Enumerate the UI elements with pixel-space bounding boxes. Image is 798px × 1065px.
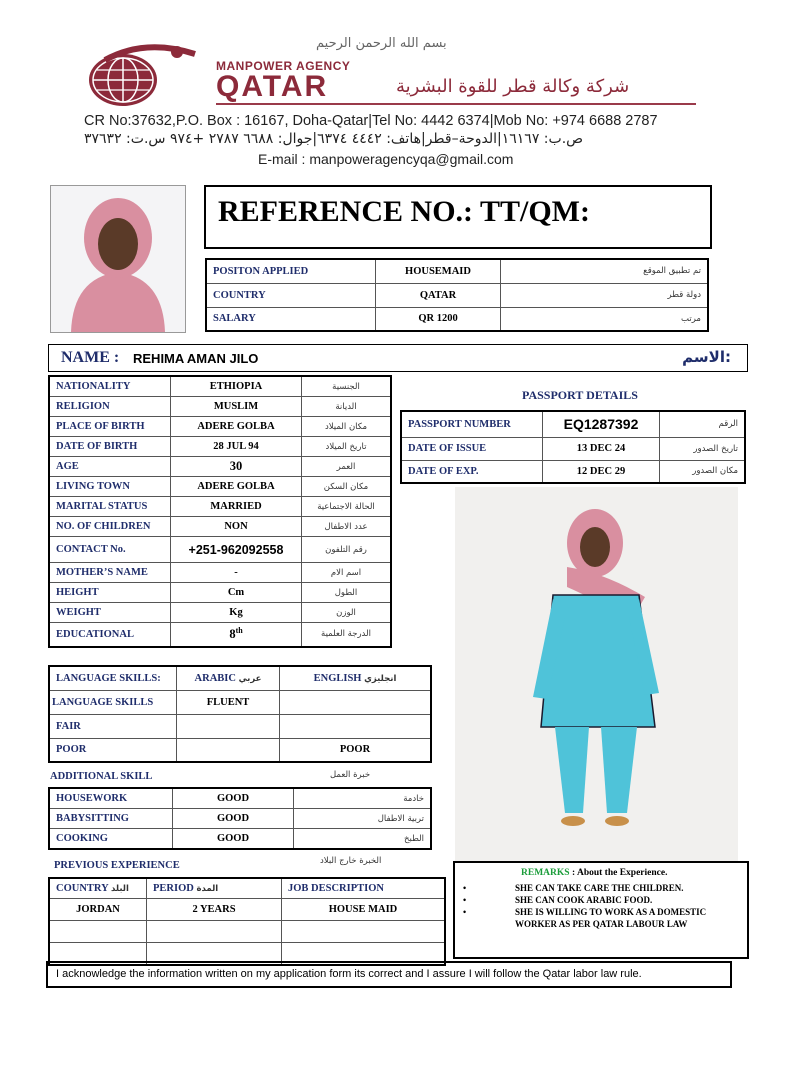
table-row: [49, 878, 445, 899]
table-row: MOTHER’S NAME - اسم الام: [49, 563, 391, 583]
period-header: PERIOD: [153, 883, 194, 894]
table-row: POOR POOR: [49, 738, 431, 762]
experience-title-ar: الخبرة خارج البلاد: [320, 856, 382, 866]
position-table: [205, 258, 709, 332]
list-item: • SHE IS WILLING TO WORK AS A DOMESTIC WORKER AS PER QATAR LABOUR LAW: [463, 907, 707, 929]
table-row: LANGUAGE SKILLS: ARABIC عربي ENGLISH انجليزي: [49, 666, 431, 690]
agency-logo: [85, 44, 207, 108]
table-row: MARITAL STATUS MARRIED الحالة الاجتماعية: [49, 497, 391, 517]
table-row: COOKING GOOD الطبخ: [49, 829, 431, 850]
arabic-header: ARABIC: [194, 672, 236, 684]
table-row: DATE OF EXP. 12 DEC 29 مكان الصدور: [401, 460, 745, 483]
table-row: NATIONALITY ETHIOPIA الجنسية: [49, 376, 391, 397]
education-suffix: th: [235, 626, 243, 636]
name-label-ar: الاسم:: [682, 348, 731, 366]
remarks-title: REMARKS: [521, 868, 570, 878]
personal-table: [48, 375, 392, 648]
name-label: NAME :: [61, 349, 120, 366]
remarks-box: [453, 861, 749, 959]
table-row: FAIR: [49, 714, 431, 738]
table-row: WEIGHT Kg الوزن: [49, 603, 391, 623]
contact-line-ar: ص.ب: ١٦١٦٧|الدوحة–قطر|هاتف: ٤٤٤٢ ٦٣٧٤|جوال: ٦٦٨٨ ٢٧٨٧ +٩٧٤ س.ت: ٣٧٦٣٢: [84, 131, 584, 147]
additional-skill-table: [48, 787, 432, 850]
period-header-ar: المدة: [196, 884, 219, 894]
table-row: DATE OF ISSUE 13 DEC 24 تاريخ الصدور: [401, 437, 745, 460]
table-row: POSITON APPLIED HOUSEMAID تم تطبيق الموقع: [206, 259, 708, 283]
table-row: SALARY QR 1200 مرتب: [206, 307, 708, 331]
bismillah: بسم الله الرحمن الرحيم: [316, 36, 447, 51]
experience-title: PREVIOUS EXPERIENCE: [54, 860, 180, 871]
table-row: LIVING TOWN ADERE GOLBA مكان السكن: [49, 477, 391, 497]
name-row: [48, 344, 748, 372]
header-divider: [216, 103, 696, 105]
passport-table: [400, 410, 746, 484]
table-row: PASSPORT NUMBER EQ1287392 الرقم: [401, 411, 745, 437]
table-row: AGE 30 العمر: [49, 457, 391, 477]
acknowledgement-box: [46, 961, 732, 988]
reference-box: [204, 185, 712, 249]
english-header: ENGLISH: [313, 672, 362, 684]
agency-name-qatar: QATAR: [216, 70, 329, 103]
additional-skill-title-ar: خبرة العمل: [330, 770, 371, 780]
table-row: JORDAN 2 YEARS HOUSE MAID: [49, 899, 445, 921]
language-table: [48, 665, 432, 763]
agency-name-ar: شركة وكالة قطر للقوة البشرية: [396, 76, 630, 97]
table-row: LANGUAGE SKILLS FLUENT: [49, 690, 431, 714]
reference-number: REFERENCE NO.: TT/QM:: [218, 195, 590, 228]
arabic-header-ar: عربي: [238, 673, 262, 684]
job-header: JOB DESCRIPTION: [282, 878, 446, 899]
experience-table: [48, 877, 446, 966]
table-row: HEIGHT Cm الطول: [49, 583, 391, 603]
email-line: E-mail : manpoweragencyqa@gmail.com: [258, 151, 514, 167]
table-row: PLACE OF BIRTH ADERE GOLBA مكان الميلاد: [49, 417, 391, 437]
table-row: DATE OF BIRTH 28 JUL 94 تاريخ الميلاد: [49, 437, 391, 457]
table-row: COUNTRY QATAR دولة قطر: [206, 283, 708, 307]
table-row: [49, 921, 445, 943]
table-row: CONTACT No. +251-962092558 رقم التلفون: [49, 537, 391, 563]
table-row: HOUSEWORK GOOD خادمة: [49, 788, 431, 809]
passport-title: PASSPORT DETAILS: [522, 388, 638, 402]
full-body-photo: [455, 487, 738, 861]
list-item: • SHE CAN COOK ARABIC FOOD.: [463, 895, 653, 905]
table-row: RELIGION MUSLIM الديانة: [49, 397, 391, 417]
remarks-subtitle: : About the Experience.: [571, 868, 668, 878]
agency-name-en: MANPOWER AGENCY: [216, 59, 351, 73]
country-header-ar: البلد: [110, 884, 129, 894]
table-row: EDUCATIONAL 8th الدرجة العلمية: [49, 623, 391, 647]
contact-line-en: CR No:37632,P.O. Box : 16167, Doha-Qatar|Tel No: 4442 6374|Mob No: +974 6688 2787: [84, 113, 658, 129]
country-header: COUNTRY: [56, 883, 109, 894]
education-value: 8: [229, 627, 236, 642]
english-header-ar: انجليزي: [364, 673, 397, 684]
portrait-photo: [50, 185, 186, 333]
list-item: • SHE CAN TAKE CARE THE CHILDREN.: [463, 883, 684, 893]
additional-skill-title: ADDITIONAL SKILL: [50, 771, 153, 782]
table-row: BABYSITTING GOOD تربية الاطفال: [49, 809, 431, 829]
table-row: NO. OF CHILDREN NON عدد الاطفال: [49, 517, 391, 537]
acknowledgement-text: I acknowledge the information written on my application form its correct and I assure I will follow the Qatar labor law rule.: [56, 968, 642, 980]
name-value: REHIMA AMAN JILO: [133, 351, 259, 366]
